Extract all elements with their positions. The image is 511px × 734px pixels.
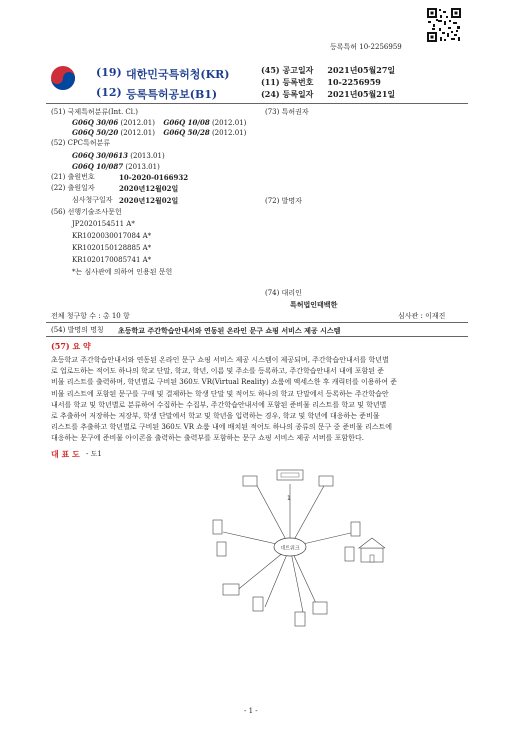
taegeuk-emblem-icon	[50, 65, 76, 91]
ipc-date: (2012.01)	[120, 129, 155, 137]
title-label: (54) 발명의 명칭	[51, 326, 104, 334]
page-number: - 1 -	[244, 707, 258, 715]
abstract-line: 리스트를 추출하고 학년별로 구비된 360도 VR 쇼룸 내에 배치된 적어도 하나의 종류의 문구 중 준비물 리스트에	[51, 423, 393, 432]
representative-figure-label: 대 표 도	[51, 449, 80, 459]
ipc-date: (2012.01)	[211, 129, 247, 137]
publication-meta	[261, 64, 395, 100]
meta-code: (11)	[261, 77, 280, 87]
meta-code: (45)	[261, 65, 280, 75]
abstract-line: 비물 리스트에 포함된 문구를 구매 및 결제하는 학생 단말 및 적어도 하나의 학교 단말에서 등록하는 주간학습안	[51, 389, 389, 398]
meta-value: 10-2256959	[327, 77, 381, 87]
phone-icon	[213, 520, 222, 534]
cpc-date: (2013.01)	[125, 163, 160, 171]
abstract-line: 초등학교 주간학습안내서와 연동된 온라인 문구 쇼핑 서비스 제공 시스템이 제공되며, 주간학습안내서를 학년별	[51, 356, 389, 364]
divider-title	[46, 336, 468, 337]
meta-label: 공고일자	[282, 65, 314, 75]
office-name: 대한민국특허청(KR)	[126, 68, 230, 81]
cpc-row-1	[72, 151, 165, 161]
prior-art-label: (56) 선행기술조사문헌	[51, 208, 122, 216]
abstract-heading: (57) 요 약	[51, 341, 91, 351]
meta-code: (24)	[261, 89, 280, 99]
meta-value: 2021년05월21일	[327, 89, 396, 99]
ipc-code: G06Q 10/08	[163, 118, 210, 127]
monitor-icon	[319, 476, 333, 486]
application-date-value: 2020년12월02일	[119, 184, 179, 193]
cpc-label: (52) CPC특허분류	[51, 139, 111, 147]
cpc-code: G06Q 30/0613	[72, 151, 129, 160]
prior-art-note: *는 심사관에 의하여 인용된 문헌	[72, 268, 173, 276]
monitor-icon	[313, 602, 327, 614]
abstract-line: 내서를 학교 및 학년별로 분류하여 수집하는 수집부, 주간학습안내서에 포함된 준비물 리스트를 학교 및 학년별	[51, 400, 387, 409]
office-code-12: (12)	[96, 86, 122, 99]
prior-art-item: KR1020150128885 A*	[72, 244, 152, 252]
cpc-code: G06Q 10/087	[72, 162, 124, 171]
total-claims: 전체 청구항 수 : 총 10 항	[51, 312, 130, 320]
laptop-icon	[223, 584, 239, 595]
abstract-body	[51, 355, 471, 445]
exam-date-label: 심사청구일자	[72, 196, 113, 204]
agent-value: 특허법인태백한	[290, 300, 338, 309]
abstract-line: 로 추출하여 저장하는 저장부, 학생 단말에서 학교 및 학년을 입력하는 경우, 학교 및 학년에 대응하는 준비물	[51, 412, 380, 421]
ipc-code: G06Q 30/06	[72, 118, 119, 127]
examiner: 심사관 : 이재진	[398, 312, 446, 320]
ipc-date: (2012.01)	[211, 119, 247, 127]
ipc-row-2	[72, 128, 246, 138]
office-code-19: (19)	[96, 66, 122, 79]
tablet-icon	[295, 612, 305, 626]
ipc-date: (2012.01)	[120, 119, 155, 127]
ipc-row-1	[72, 118, 246, 128]
divider-claims	[46, 322, 468, 323]
ipc-label: (51) 국제특허분류(Int. Cl.)	[51, 108, 138, 116]
network-label: 네트워크	[280, 545, 300, 552]
invention-title: 초등학교 주간학습안내서와 연동된 온라인 문구 쇼핑 서비스 제공 시스템	[118, 326, 341, 335]
phone-icon	[345, 547, 354, 561]
meta-label: 등록번호	[282, 77, 314, 87]
application-number-value: 10-2020-0166932	[119, 173, 189, 182]
abstract-line: 로 업로드하는 적어도 하나의 학교 단말, 학교, 학년, 이름 및 주소를 등록하고, 주간학습안내서 내에 포함된 준	[51, 367, 385, 376]
cpc-row-2	[72, 162, 160, 172]
monitor-icon	[243, 476, 257, 486]
publication-type: 등록특허공보(B1)	[126, 88, 218, 101]
school-building-icon	[359, 538, 385, 562]
abstract-line: 대응하는 문구에 준비물 아이콘을 출력하는 출력부를 포함하는 문구 쇼핑 서비스 제공 서버를 포함한다.	[51, 434, 364, 443]
patentee-label: (73) 특허권자	[265, 108, 309, 116]
prior-art-item: KR1020170085741 A*	[72, 256, 152, 264]
abstract-line: 비물 리스트를 출력하며, 학년별로 구비된 360도 VR(Virtual Reality) 쇼룸에 액세스한 후 캐릭터를 이용하여 준	[51, 378, 398, 387]
system-diagram	[195, 462, 385, 632]
prior-art-item: KR1020030017084 A*	[72, 232, 152, 240]
tablet-icon	[253, 597, 263, 611]
representative-figure-value: - 도1	[86, 450, 102, 458]
prior-art-item: JP2020154511 A*	[72, 220, 135, 228]
phone-icon	[217, 542, 226, 556]
exam-date-value: 2020년12월02일	[119, 196, 179, 205]
ipc-code: G06Q 50/28	[163, 128, 210, 137]
agent-label: (74) 대리인	[265, 289, 302, 297]
cpc-date: (2013.01)	[130, 152, 165, 160]
divider-top	[46, 103, 468, 104]
application-number-label: (21) 출원번호	[51, 173, 95, 181]
reference-numeral: 1	[287, 495, 291, 502]
meta-label: 등록일자	[282, 89, 314, 99]
meta-value: 2021년05월27일	[327, 65, 396, 75]
inventor-label: (72) 발명자	[265, 197, 302, 205]
ipc-code: G06Q 50/20	[72, 128, 119, 137]
phone-icon	[351, 522, 360, 536]
registration-number-header: 등록특허 10-2256959	[330, 43, 402, 51]
application-date-label: (22) 출원일자	[51, 184, 95, 192]
qr-code-icon	[426, 7, 462, 43]
